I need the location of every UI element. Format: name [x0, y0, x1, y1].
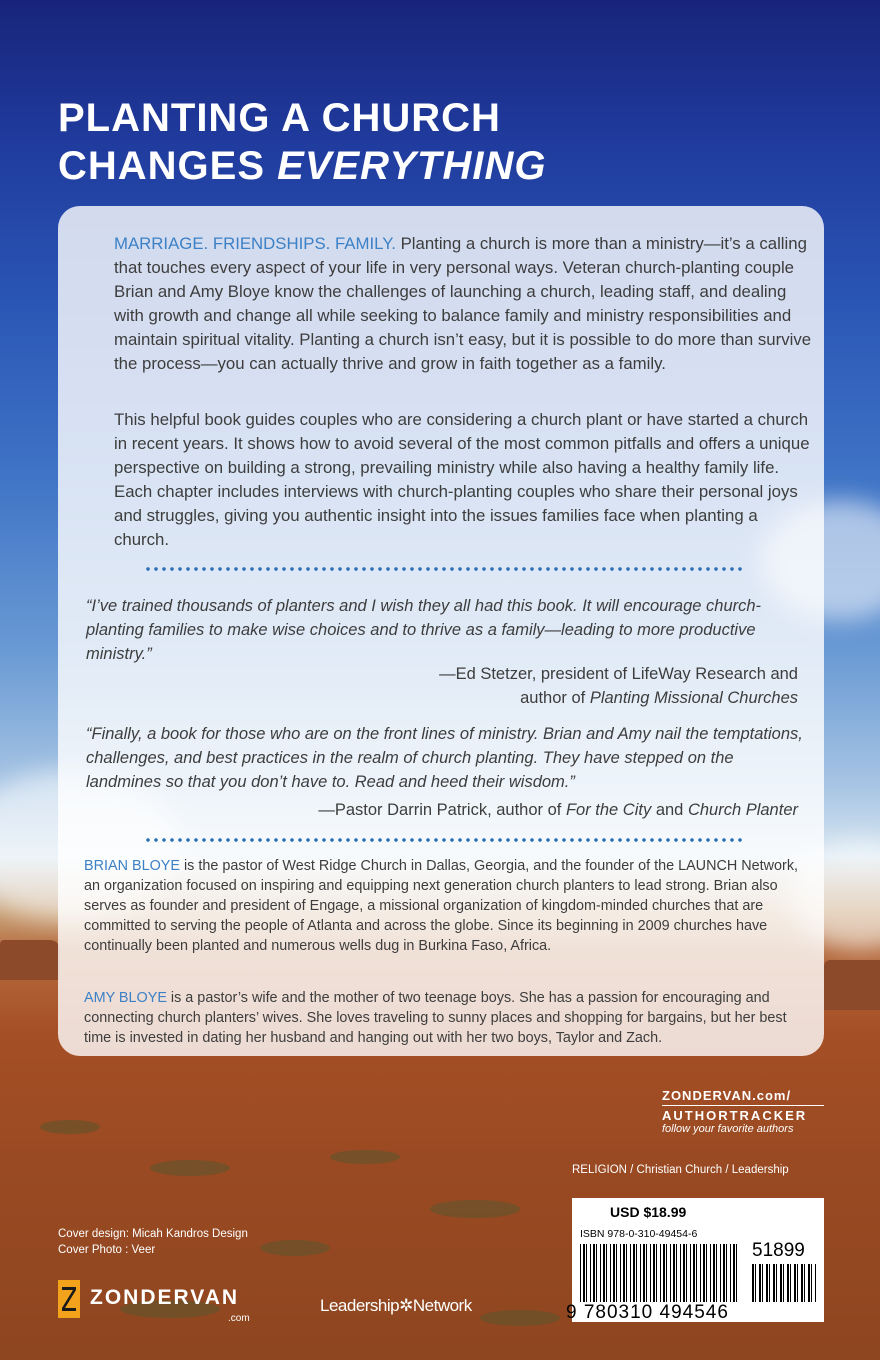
- barcode-bars: [580, 1244, 740, 1302]
- network-star-icon: ✲: [399, 1296, 413, 1315]
- intro-body: Planting a church is more than a ministry—it’s a calling that touches every aspect of your life in very personal ways. Veteran church-planting couple Brian and Amy Bloye know the challenges of launching a church, leading staff, and dealing with growth and change all while seeking to balance family and ministry responsibilities and maintain spiritual vitality. Planting a church isn’t easy, but it is possible to do more than survive the process—you can actually thrive and grow in faith together as a family.: [114, 234, 812, 373]
- shrub: [480, 1310, 560, 1326]
- barcode-supplement-bars: [752, 1264, 816, 1302]
- cover-design-credit: Cover design: Micah Kandros Design: [58, 1228, 248, 1240]
- endorsement-attribution-2: [318, 798, 798, 822]
- headline-emphasis: EVERYTHING: [277, 144, 547, 188]
- attribution-1-prefix: author of: [520, 689, 590, 707]
- attribution-2-prefix: —Pastor Darrin Patrick, author of: [318, 801, 566, 819]
- zondervan-com: .com: [228, 1313, 250, 1324]
- attribution-2-title-1: For the City: [565, 801, 652, 819]
- zondervan-mark-icon: [58, 1280, 80, 1318]
- endorsement-quote-2: “Finally, a book for those who are on the front lines of ministry. Brian and Amy nail the temptations, challenges, and best practices in the realm of church planting. They have stepped on the landmines so that you don’t have to. Read and heed their wisdom.”: [86, 725, 803, 791]
- bio-text-brian: is the pastor of West Ridge Church in Dallas, Georgia, and the founder of the LAUNCH Network, an organization focused on inspiring and equipping next generation church planters to lead strong. Brian also serves as founder and president of Engage, a missional organization of kingdom-minded churches that are committed to serving the people of Atlanta and across the globe. Since its beginning in 2009 churches have continually been planted and numerous wells dug in Burkina Faso, Africa.: [84, 858, 799, 954]
- authortracker-title: AUTHORTRACKER: [662, 1105, 824, 1123]
- intro-lead: MARRIAGE. FRIENDSHIPS. FAMILY.: [114, 234, 396, 253]
- price-code: 51899: [752, 1240, 805, 1261]
- shrub: [330, 1150, 400, 1164]
- attribution-2-and: and: [651, 801, 688, 819]
- attribution-1-book-title: Planting Missional Churches: [589, 689, 798, 707]
- shrub: [150, 1160, 230, 1176]
- headline: [58, 94, 546, 190]
- dotted-divider: [144, 838, 742, 842]
- mesa: [0, 940, 60, 980]
- leadership-network-logo: [320, 1296, 472, 1316]
- price: USD $18.99: [610, 1204, 687, 1220]
- authortracker-logo: [662, 1088, 824, 1135]
- shrub: [430, 1200, 520, 1218]
- authortracker-tagline: follow your favorite authors: [662, 1123, 794, 1135]
- bio-name-amy: AMY BLOYE: [84, 990, 167, 1006]
- network-word: Network: [412, 1296, 472, 1315]
- endorsement-attribution-1: [439, 662, 798, 710]
- headline-line2: [58, 144, 546, 188]
- leadership-word: Leadership: [320, 1296, 400, 1315]
- attribution-2-title-2: Church Planter: [687, 801, 798, 819]
- category-label: RELIGION / Christian Church / Leadership: [572, 1164, 789, 1176]
- dotted-divider: [144, 567, 742, 571]
- attribution-1-line1: —Ed Stetzer, president of LifeWay Research and: [439, 665, 798, 683]
- author-bio-amy: [84, 988, 802, 1048]
- headline-line2-plain: CHANGES: [58, 144, 278, 188]
- isbn: ISBN 978-0-310-49454-6: [580, 1228, 698, 1240]
- cover-photo-credit: Cover Photo : Veer: [58, 1244, 156, 1256]
- ean-number: 9 780310 494546: [566, 1302, 729, 1323]
- shrub: [40, 1120, 100, 1134]
- mesa: [824, 960, 880, 1010]
- intro-paragraph: [114, 232, 816, 376]
- shrub: [260, 1240, 330, 1256]
- bio-name-brian: BRIAN BLOYE: [84, 858, 180, 874]
- intro-paragraph-2: This helpful book guides couples who are considering a church plant or have started a church in recent years. It shows how to avoid several of the most common pitfalls and offers a unique perspective on building a strong, prevailing ministry while also having a healthy family life. Each chapter includes interviews with church-planting couples who share their personal joys and struggles, giving you authentic insight into the issues families face when planting a church.: [114, 410, 810, 549]
- authortracker-url: ZONDERVAN.com/: [662, 1088, 792, 1103]
- endorsement-quote-1: “I’ve trained thousands of planters and I wish they all had this book. It will encourage church-planting families to make wise choices and to thrive as a family—leading to more productive ministry.”: [86, 597, 762, 663]
- bio-text-amy: is a pastor’s wife and the mother of two teenage boys. She has a passion for encouraging and connecting church planters’ wives. She loves traveling to sunny places and shopping for bargains, but her best time is invested in dating her husband and hanging out with her two boys, Taylor and Zach.: [84, 990, 787, 1046]
- headline-line1: PLANTING A CHURCH: [58, 96, 501, 140]
- zondervan-wordmark: ZONDERVAN: [90, 1286, 240, 1309]
- author-bio-brian: [84, 856, 802, 956]
